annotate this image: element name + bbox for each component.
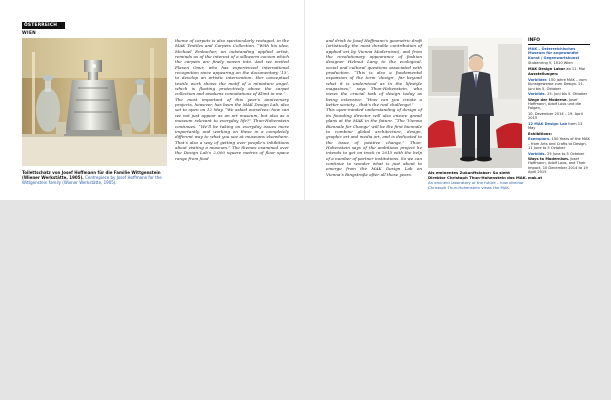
info-vorbilds-en-title: Vorbilds. [528, 151, 546, 156]
director-portrait-photo [428, 38, 522, 168]
article-column-1: theme of carpets is also spectacularly restaged, in the MAK Textiles and Carpets Collection. “With his idea, Michael Embacher, an outstanding applied artist, reminds us of the interest of a silkworm cocoon which the carpets are finely woven into. And we invited Flaxen Onur, who has experienced international recognition since appearing on the documentary ‘13’, to develop an artistic intervention. Her conceptual textile work shows the motif of a miniature angel, which is floating protectively above the carpet collection and awakens connotations of Klimt in me.” The most important of this year’s anniversary projects, however, has been the MAK Design Lab, also set to open on 12 May. “We asked ourselves: how can we not just appear as an art museum, but also as a museum relevant to everyday life?” Thun-Hohenstein continues. “We’ll be taking on everyday issues more importantly, and working on these in a completely different way to what you see at museums elsewhere. That’s also a way of getting over people’s inhibitions about visiting a museum.” The themes examined over the Design Lab’s 2,000 square metres of floor space range from food [175, 38, 289, 161]
info-museum-name: MAK – Österreichisches Museum für angewandte Kunst / Gegenwartskunst [528, 47, 580, 60]
info-vorbilds-de-title: Vorbilds. [528, 92, 546, 97]
info-ways-text: Josef Hoffmann, Adolf Loos, and Their Impact, 10 December 2014 to 19 April 2015 [528, 156, 588, 175]
info-design-lab-de: MAK Design Labor [528, 66, 566, 71]
info-exhibitions-en: Exhibitions: [528, 131, 552, 136]
info-design-lab-date-de: ab 11. Mai [565, 66, 586, 71]
info-vorbilds-de-text: 25. Juni bis 5. Oktober [545, 92, 588, 97]
left-caption-german: Toilettschatz von Josef Hoffmann für die Familie Wittgenstein (Wiener Werkstätte, 1905). [22, 170, 161, 181]
section-label: ÖSTERREICH [22, 22, 65, 29]
info-title: INFO [528, 38, 590, 45]
info-wege-title: Wege der Moderne. [528, 97, 568, 102]
info-website: mak.at [528, 175, 543, 180]
info-ways-title: Ways to Modernism. [528, 156, 570, 161]
info-vorbilds-en-text: 25 June to 5 October [545, 151, 585, 156]
section-header [22, 11, 65, 36]
subsection-label: WIEN [22, 31, 37, 36]
info-box [528, 38, 590, 181]
info-wege-dates: 10. Dezember 2014 – 19. April 2015 [528, 111, 583, 121]
info-address: Stubenring 5, 1010 Wien [528, 61, 573, 66]
info-exhibitions-de: Ausstellungen: [528, 72, 559, 77]
info-exemplars-title: Exemplars. [528, 137, 551, 142]
right-photo-caption [428, 171, 528, 191]
info-exemplars-text: 150 Years of the MAK – from Arts and Crafts to Design, 11 June to 5 October [528, 137, 590, 151]
right-caption-german: Als eminentes Zukunftslabor: So sieht Direktor Christoph Thun-Hohenstein das MAK. [428, 170, 528, 180]
info-vorbilder-text: 150 Jahre MAK – vom Kunstgewerbe zum Design. 21. Juni bis 5. Oktober [528, 77, 587, 91]
page-gutter [304, 0, 305, 200]
info-vorbilder-title: Vorbilder. [528, 77, 548, 82]
article-column-2: and drink to Josef Hoffmann’s geometric draft (artistically the most durable contribution of applied art by Vienna Modernism), and from the revolutionary appearance of fashion designer Helmut Lang to the ecological, social and cultural questions associated with production. “This is also a fundamental expansion of the term ‘design’, far beyond what it is understood as in the lifestyle magazines,” says Thun-Hohenstein, who views the crucial task of design today as being extensive: “How can you create a better society – that’s the real challenge!” This open-minded understanding of design of its founding director will also ensure grand plans at the MAK in the future. “The ‘Vienna Biennale for Change’ will be the first biennale to combine global architecture, design, graphic art and media art, and is dedicated to the issue of positive change,” Thun-Hohenstein says of the ambitious project he intends to get on track in 2015 with the help of a number of partner institutions. So we can continue to wonder what is just about to emerge from the MAK Design Lab on Vienna’s Ringstraße after all these years. [326, 38, 422, 177]
centrepiece-photo [22, 38, 167, 166]
info-design-lab-en: 12 MAK Design Lab [528, 121, 568, 126]
info-wege-text: Josef Hoffmann, Adolf Loos und die Folgen, [528, 97, 582, 111]
right-caption-english: An eminent laboratory of the future – how director Christoph Thun-Hohenstein views the MAK. [428, 179, 524, 190]
info-design-lab-date-en: from 13 May [528, 121, 583, 131]
left-photo-caption [22, 170, 167, 185]
left-caption-english: Centrepiece by Josef Hoffmann for the Wittgenstein family (Wiener Werkstätte, 1905). [22, 175, 162, 186]
